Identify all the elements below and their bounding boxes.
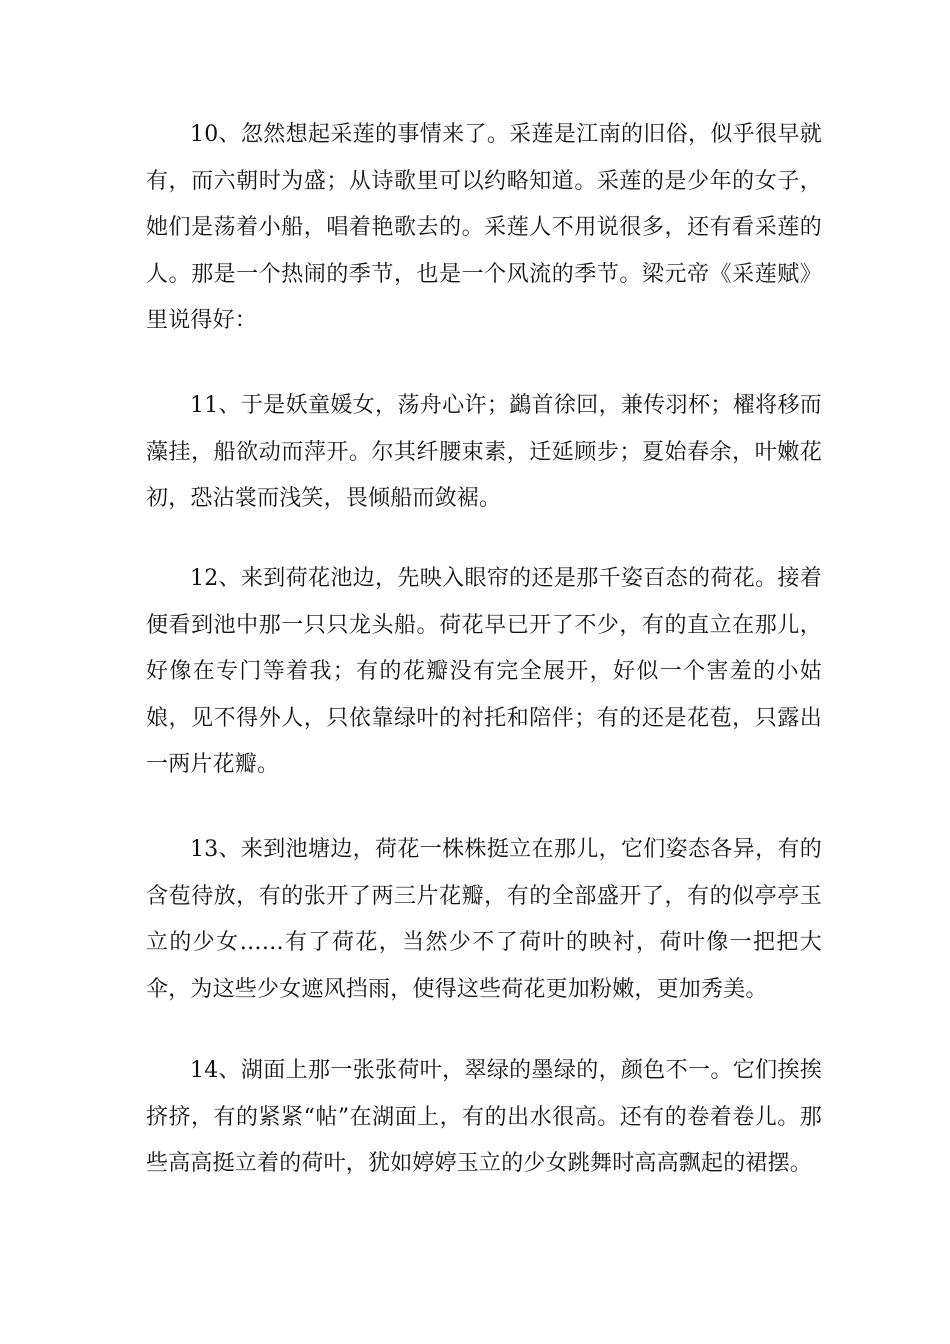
paragraph-14: 14、湖面上那一张张荷叶，翠绿的墨绿的，颜色不一。它们挨挨挤挤，有的紧紧“帖”在湖面上，有的出水很高。还有的卷着卷儿。那些高高挺立着的荷叶，犹如婷婷玉立的少女跳舞时高高飘起的裙摆。 <box>146 1058 822 1176</box>
paragraph-11: 11、于是妖童媛女，荡舟心许；鷁首徐回，兼传羽杯；櫂将移而藻挂，船欲动而萍开。尔其纤腰束素，迁延顾步；夏始春余，叶嫩花初，恐沾裳而浅笑，畏倾船而敛裾。 <box>146 393 822 511</box>
paragraph-13: 13、来到池塘边，荷花一株株挺立在那儿，它们姿态各异，有的含苞待放，有的张开了两三片花瓣，有的全部盛开了，有的似亭亭玉立的少女……有了荷花，当然少不了荷叶的映衬，荷叶像一把把大伞，为这些少女遮风挡雨，使得这些荷花更加粉嫩，更加秀美。 <box>146 837 822 1002</box>
paragraph-12: 12、来到荷花池边，先映入眼帘的还是那千姿百态的荷花。接着便看到池中那一只只龙头船。荷花早已开了不少，有的直立在那儿，好像在专门等着我；有的花瓣没有完全展开，好似一个害羞的小姑娘，见不得外人，只依靠绿叶的衬托和陪伴；有的还是花苞，只露出一两片花瓣。 <box>146 566 822 777</box>
paragraph-10: 10、忽然想起采莲的事情来了。采莲是江南的旧俗，似乎很早就有，而六朝时为盛；从诗歌里可以约略知道。采莲的是少年的女子，她们是荡着小船，唱着艳歌去的。采莲人不用说很多，还有看采莲的人。那是一个热闹的季节，也是一个风流的季节。梁元帝《采莲赋》里说得好： <box>146 122 822 333</box>
